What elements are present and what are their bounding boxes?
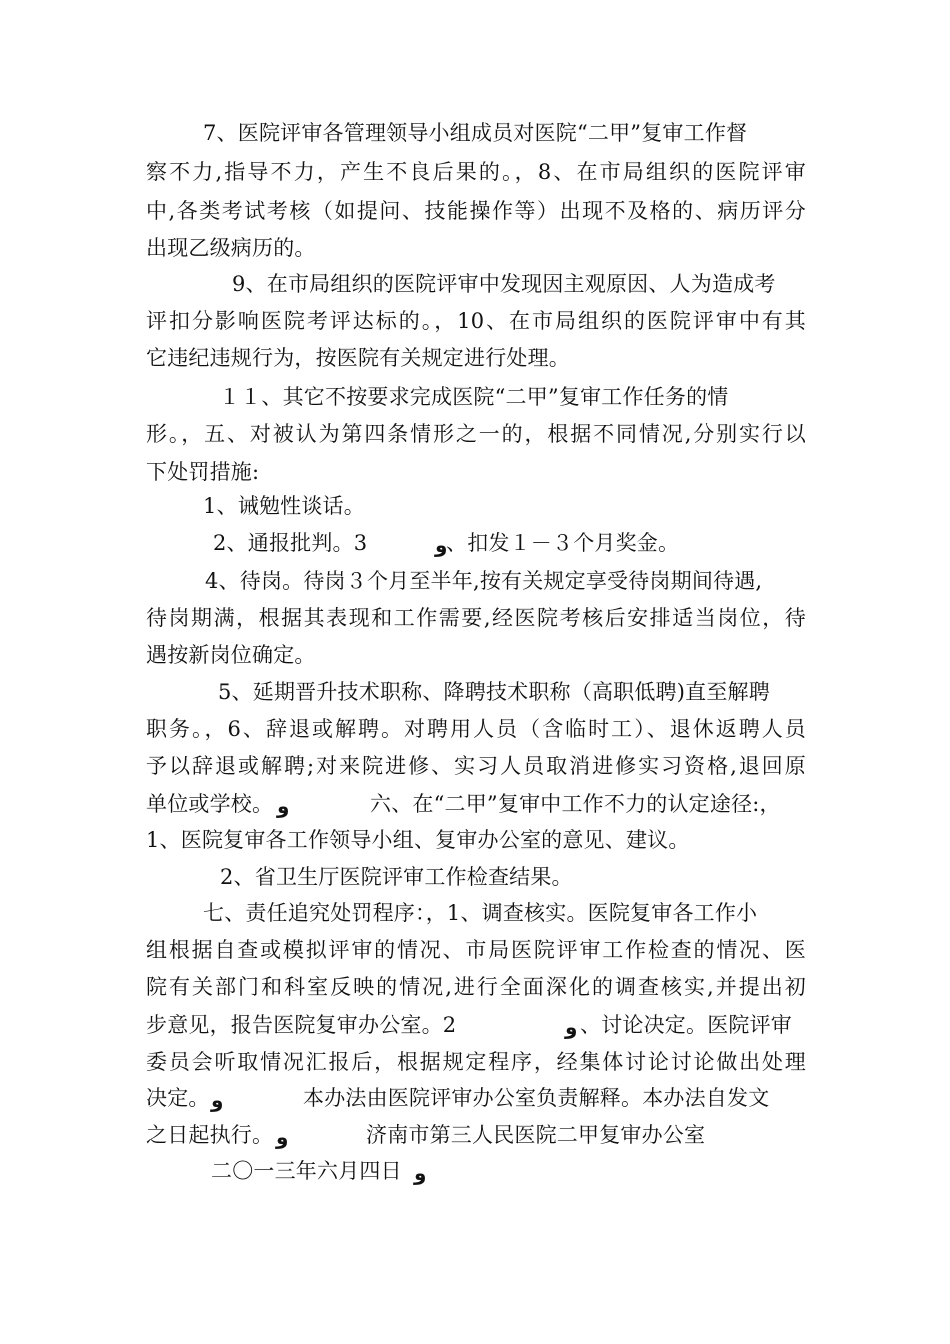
text-line: 遇按新岗位确定。 [146, 643, 316, 667]
text-line: 六、在“二甲”复审中工作不力的认定途径:， [370, 792, 781, 816]
mark-glyph: و [565, 1015, 578, 1039]
text-line: 1、医院复审各工作领导小组、复审办公室的意见、建议。 [146, 828, 690, 852]
text-line: 委员会听取情况汇报后，根据规定程序，经集体讨论讨论做出处理 [146, 1050, 806, 1074]
text-line: 组根据自查或模拟评审的情况、市局医院评审工作检查的情况、医 [146, 938, 806, 962]
text-line: 、扣发１－３个月奖金。 [446, 531, 680, 555]
mark-glyph: و [435, 533, 448, 557]
text-line: 、讨论决定。医院评审 [580, 1013, 792, 1037]
mark-glyph: و [276, 1125, 289, 1149]
text-line: 2、通报批判。3 [213, 531, 368, 555]
text-line: 5、延期晋升技术职称、降聘技术职称（高职低聘)直至解聘 [218, 680, 770, 704]
text-line: 它违纪违规行为，按医院有关规定进行处理。 [146, 346, 570, 370]
text-line: 七、责任追究处罚程序：，1、调查核实。医院复审各工作小 [203, 901, 758, 925]
text-line: 2、省卫生厅医院评审工作检查结果。 [220, 865, 573, 889]
text-line: 予以辞退或解聘;对来院进修、实习人员取消进修实习资格,退回原 [146, 754, 806, 778]
text-line: 中,各类考试考核（如提问、技能操作等）出现不及格的、病历评分 [146, 199, 806, 223]
text-line: 院有关部门和科室反映的情况,进行全面深化的调查核实,并提出初 [146, 975, 806, 999]
text-line: 济南市第三人民医院二甲复审办公室 [366, 1123, 706, 1147]
text-line: 下处罚措施: [146, 460, 260, 484]
text-line: １１、其它不按要求完成医院“二甲”复审工作任务的情 [219, 385, 729, 409]
text-line: 察不力,指导不力，产生不良后果的。，8、在市局组织的医院评审 [146, 160, 806, 184]
text-line: 本办法由医院评审办公室负责解释。本办法自发文 [303, 1086, 770, 1110]
text-line: 1、诫勉性谈话。 [203, 494, 365, 518]
text-line: 4、待岗。待岗３个月至半年,按有关规定享受待岗期间待遇, [205, 569, 763, 593]
text-line: 职务。，6、辞退或解聘。对聘用人员（含临时工）、退休返聘人员 [146, 717, 806, 741]
text-line: 7、医院评审各管理领导小组成员对医院“二甲”复审工作督 [203, 121, 748, 145]
mark-glyph: و [277, 794, 290, 818]
text-line: 二〇一三年六月四日 [211, 1159, 402, 1183]
text-line: 9、在市局组织的医院评审中发现因主观原因、人为造成考 [232, 272, 776, 296]
text-line: 出现乙级病历的。 [146, 236, 316, 260]
mark-glyph: و [414, 1161, 427, 1185]
text-line: 单位或学校。 [146, 792, 274, 816]
text-line: 步意见，报告医院复审办公室。2 [146, 1013, 457, 1037]
text-line: 之日起执行。 [146, 1123, 274, 1147]
mark-glyph: و [211, 1088, 224, 1112]
text-line: 评扣分影响医院考评达标的。，10、在市局组织的医院评审中有其 [146, 309, 806, 333]
text-line: 形。，五、对被认为第四条情形之一的，根据不同情况,分别实行以 [146, 422, 806, 446]
text-line: 决定。 [146, 1086, 210, 1110]
text-line: 待岗期满，根据其表现和工作需要,经医院考核后安排适当岗位，待 [146, 606, 806, 630]
